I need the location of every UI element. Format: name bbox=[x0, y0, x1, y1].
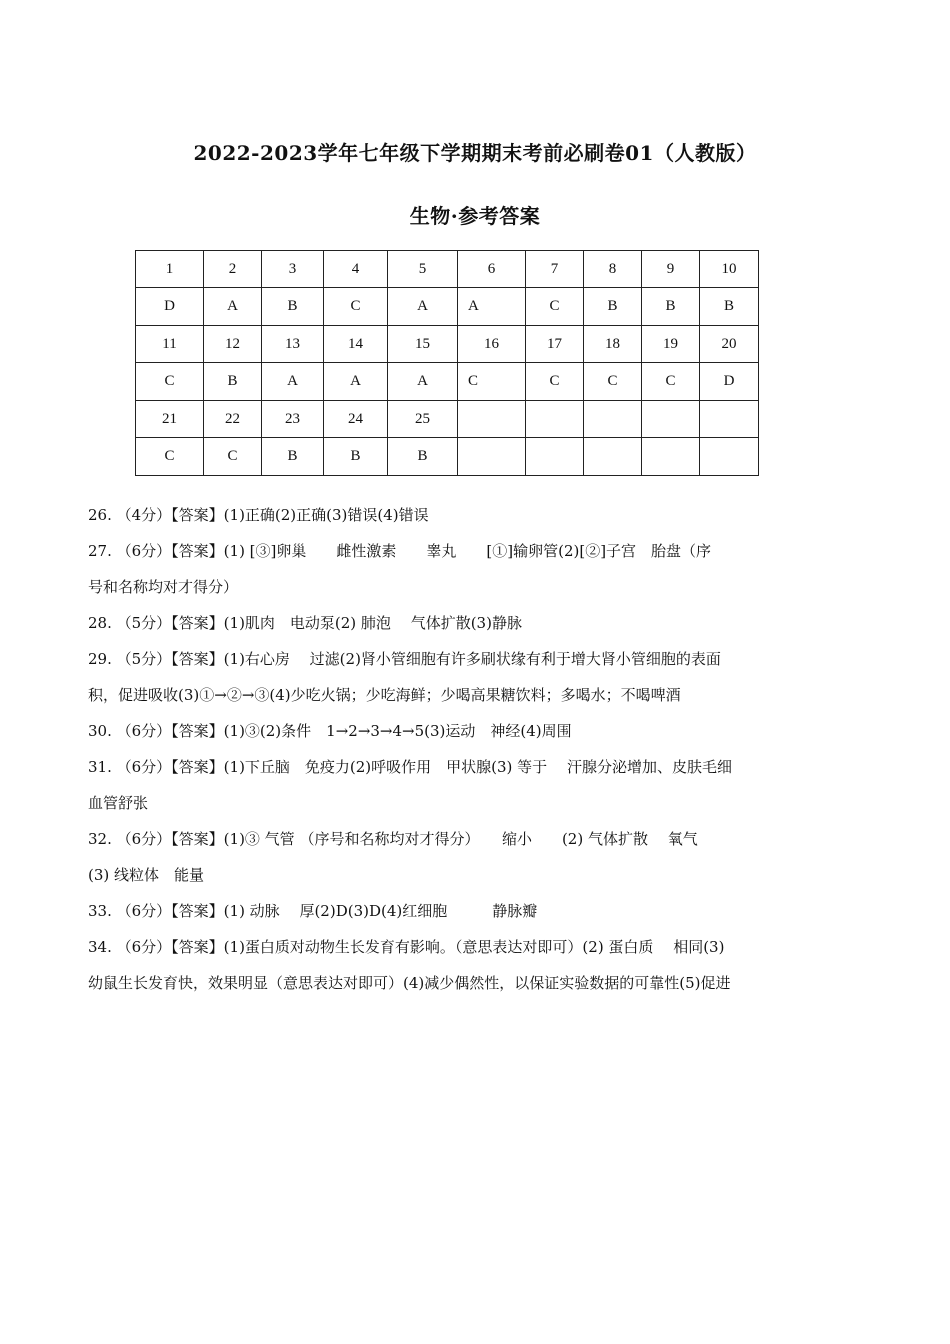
table-cell: 19 bbox=[642, 326, 700, 363]
document-title: 2022-2023学年七年级下学期期末考前必刷卷01（人教版） bbox=[193, 141, 757, 165]
table-cell: C bbox=[136, 438, 204, 476]
answer-row bbox=[136, 363, 759, 401]
table-cell: 22 bbox=[204, 401, 262, 438]
table-cell bbox=[642, 401, 700, 438]
table-cell: C bbox=[458, 363, 526, 401]
table-cell: 11 bbox=[136, 326, 204, 363]
table-cell bbox=[700, 401, 759, 438]
answer-row bbox=[136, 288, 759, 326]
table-cell: A bbox=[324, 363, 388, 401]
table-cell: 20 bbox=[700, 326, 759, 363]
table-cell: 13 bbox=[262, 326, 324, 363]
answer-line-q34-cont: 幼鼠生长发育快，效果明显（意思表达对即可）(4)减少偶然性，以保证实验数据的可靠性(5)促进 bbox=[88, 974, 731, 992]
table-cell: 10 bbox=[700, 251, 759, 288]
table-cell: 8 bbox=[584, 251, 642, 288]
table-cell: 7 bbox=[526, 251, 584, 288]
table-cell: 1 bbox=[136, 251, 204, 288]
table-cell: 6 bbox=[458, 251, 526, 288]
table-cell: C bbox=[526, 288, 584, 326]
table-cell bbox=[458, 438, 526, 476]
answer-row bbox=[136, 438, 759, 476]
table-cell: 16 bbox=[458, 326, 526, 363]
table-cell: 23 bbox=[262, 401, 324, 438]
table-cell: C bbox=[204, 438, 262, 476]
table-cell: 5 bbox=[388, 251, 458, 288]
table-cell: A bbox=[388, 363, 458, 401]
answer-line-q27-cont: 号和名称均对才得分） bbox=[88, 578, 239, 596]
table-cell: C bbox=[642, 363, 700, 401]
table-cell bbox=[458, 401, 526, 438]
answer-table bbox=[135, 250, 759, 476]
table-cell: 14 bbox=[324, 326, 388, 363]
answer-section bbox=[88, 497, 818, 1001]
table-cell: 2 bbox=[204, 251, 262, 288]
table-cell: D bbox=[136, 288, 204, 326]
question-number-row bbox=[136, 251, 759, 288]
table-cell: B bbox=[388, 438, 458, 476]
table-cell: B bbox=[262, 288, 324, 326]
table-cell: A bbox=[388, 288, 458, 326]
table-cell: C bbox=[526, 363, 584, 401]
table-cell: 18 bbox=[584, 326, 642, 363]
answer-line-q26: 26. （4分）【答案】(1)正确(2)正确(3)错误(4)错误 bbox=[88, 506, 429, 524]
table-cell: 17 bbox=[526, 326, 584, 363]
table-cell: 9 bbox=[642, 251, 700, 288]
table-cell bbox=[700, 438, 759, 476]
document-subtitle: 生物·参考答案 bbox=[409, 204, 541, 228]
answer-line-q33: 33. （6分）【答案】(1) 动脉 厚(2)D(3)D(4)红细胞 静脉瓣 bbox=[88, 902, 538, 920]
table-cell: B bbox=[262, 438, 324, 476]
answer-line-q28: 28. （5分）【答案】(1)肌肉 电动泵(2) 肺泡 气体扩散(3)静脉 bbox=[88, 614, 522, 632]
answer-line-q29: 29. （5分）【答案】(1)右心房 过滤(2)肾小管细胞有许多刷状缘有利于增大肾小管细胞的表面 bbox=[88, 650, 721, 668]
table-cell: B bbox=[642, 288, 700, 326]
answer-line-q31: 31. （6分）【答案】(1)下丘脑 免疫力(2)呼吸作用 甲状腺(3) 等于 汗腺分泌增加、皮肤毛细 bbox=[88, 758, 732, 776]
answer-line-q34: 34. （6分）【答案】(1)蛋白质对动物生长发育有影响。（意思表达对即可）(2) 蛋白质 相同(3) bbox=[88, 938, 725, 956]
table-cell: C bbox=[136, 363, 204, 401]
table-cell: 3 bbox=[262, 251, 324, 288]
table-cell: B bbox=[204, 363, 262, 401]
table-cell: 4 bbox=[324, 251, 388, 288]
table-cell: C bbox=[324, 288, 388, 326]
table-cell: 12 bbox=[204, 326, 262, 363]
table-cell bbox=[642, 438, 700, 476]
answer-line-q29-cont: 积，促进吸收(3)①→②→③(4)少吃火锅；少吃海鲜；少喝高果糖饮料；多喝水；不喝啤酒 bbox=[88, 686, 681, 704]
table-cell: A bbox=[262, 363, 324, 401]
table-cell: 21 bbox=[136, 401, 204, 438]
answer-line-q30: 30. （6分）【答案】(1)③(2)条件 1→2→3→4→5(3)运动 神经(4)周围 bbox=[88, 722, 572, 740]
answer-line-q31-cont: 血管舒张 bbox=[88, 794, 149, 812]
answer-line-q32-cont: (3) 线粒体 能量 bbox=[88, 866, 205, 884]
table-cell: 25 bbox=[388, 401, 458, 438]
table-cell bbox=[584, 401, 642, 438]
answer-line-q32: 32. （6分）【答案】(1)③ 气管 （序号和名称均对才得分） 缩小 (2) 气体扩散 氧气 bbox=[88, 830, 698, 848]
table-cell: B bbox=[700, 288, 759, 326]
table-cell: B bbox=[324, 438, 388, 476]
table-cell: A bbox=[458, 288, 526, 326]
answer-line-q27: 27. （6分）【答案】(1) [③]卵巢 雌性激素 睾丸 [①]输卵管(2)[②]子宫 胎盘（序 bbox=[88, 542, 712, 560]
table-cell: 24 bbox=[324, 401, 388, 438]
table-cell: D bbox=[700, 363, 759, 401]
question-number-row bbox=[136, 401, 759, 438]
table-cell bbox=[584, 438, 642, 476]
table-cell: C bbox=[584, 363, 642, 401]
table-cell bbox=[526, 438, 584, 476]
table-cell bbox=[526, 401, 584, 438]
question-number-row bbox=[136, 326, 759, 363]
table-cell: B bbox=[584, 288, 642, 326]
table-cell: 15 bbox=[388, 326, 458, 363]
table-cell: A bbox=[204, 288, 262, 326]
